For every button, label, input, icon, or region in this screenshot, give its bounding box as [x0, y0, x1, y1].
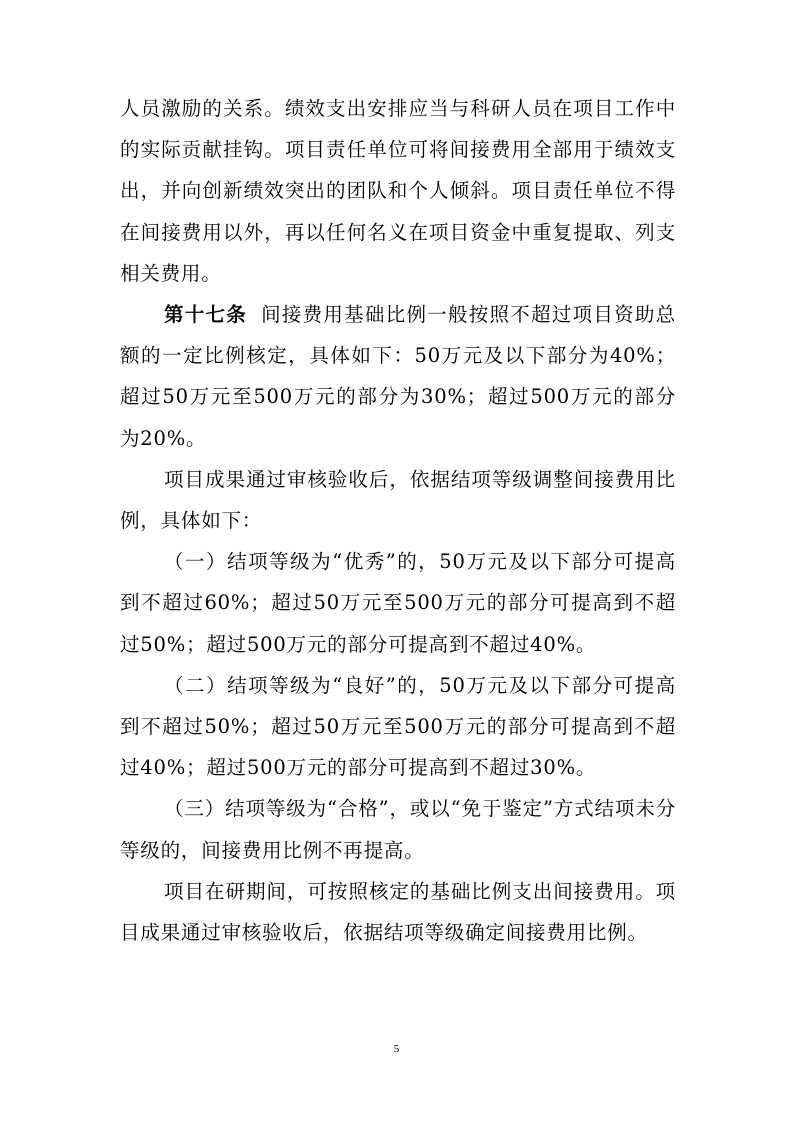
paragraph-article-17	[120, 294, 676, 459]
paragraph-item-pass: （三）结项等级为“合格”，或以“免于鉴定”方式结项未分等级的，间接费用比例不再提高。	[120, 797, 676, 862]
article-text: 间接费用基础比例一般按照不超过项目资助总额的一定比例核定，具体如下：50万元及以下部分为40%；超过50万元至500万元的部分为30%；超过500万元的部分为20%。	[120, 303, 676, 450]
article-heading: 第十七条	[164, 303, 248, 327]
document-body	[120, 88, 676, 953]
page-number: 5	[393, 1043, 400, 1055]
paragraph-item-excellent: （一）结项等级为“优秀”的，50万元及以下部分可提高到不超过60%；超过50万元至500万元的部分可提高到不超过50%；超过500万元的部分可提高到不超过40%。	[120, 550, 676, 656]
paragraph-in-progress: 项目在研期间，可按照核定的基础比例支出间接费用。项目成果通过审核验收后，依据结项等级确定间接费用比例。	[120, 879, 676, 945]
paragraph-continuation: 人员激励的关系。绩效支出安排应当与科研人员在项目工作中的实际贡献挂钩。项目责任单位可将间接费用全部用于绩效支出，并向创新绩效突出的团队和个人倾斜。项目责任单位不得在间接费用以外，再以任何名义在项目资金中重复提取、列支相关费用。	[120, 97, 676, 285]
paragraph-item-good: （二）结项等级为“良好”的，50万元及以下部分可提高到不超过50%；超过50万元至500万元的部分可提高到不超过40%；超过500万元的部分可提高到不超过30%。	[120, 673, 676, 780]
paragraph-adjustment-intro: 项目成果通过审核验收后，依据结项等级调整间接费用比例，具体如下：	[120, 467, 676, 533]
